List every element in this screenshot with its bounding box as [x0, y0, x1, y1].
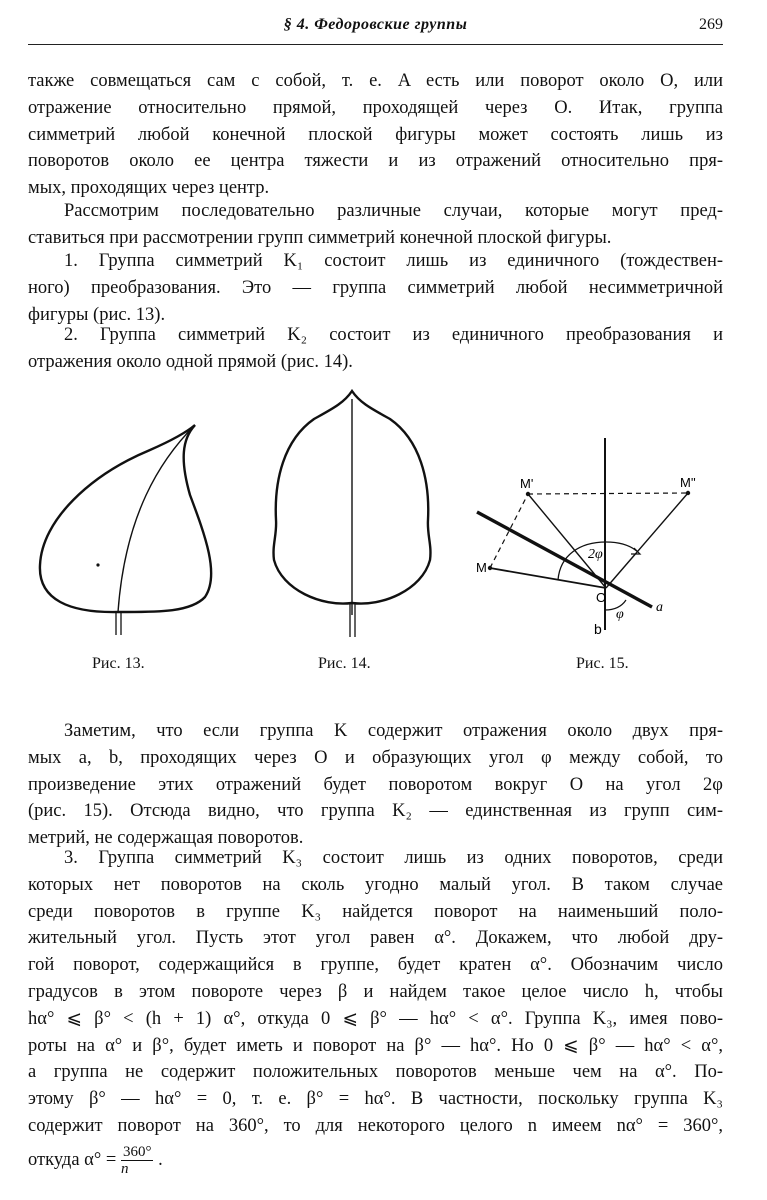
fraction-denominator: n — [120, 1160, 129, 1177]
segment-OM1 — [528, 494, 606, 588]
formula-suffix: . — [158, 1149, 163, 1170]
figure-13-asymmetric-leaf — [30, 415, 220, 640]
formula-line — [28, 1144, 723, 1177]
figure-15-reflections-diagram — [470, 430, 710, 640]
figure-15-caption: Рис. 15. — [576, 655, 629, 672]
text-line: жительный угол. Пусть этот угол равен α°. Докажем, что любой дру- — [28, 928, 723, 949]
text-line: роты на α° и β°, будет иметь и поворот на β° — hα°. Но 0 ⩽ β° — hα° < α°, — [28, 1035, 723, 1056]
header-rule — [28, 44, 723, 45]
running-header — [28, 16, 723, 38]
text-line: ставиться при рассмотрении групп симметрий конечной плоской фигуры. — [28, 227, 612, 248]
segment-OM2 — [606, 493, 688, 588]
paragraph-6 — [28, 845, 723, 1177]
text-line: симметрий любой конечной плоской фигуры может состоять лишь из — [28, 124, 723, 145]
formula-prefix: откуда α° = — [28, 1149, 117, 1170]
label-O: O — [596, 590, 607, 605]
text-line: которых нет поворотов на сколь угодно малый угол. В таком случае — [28, 874, 723, 895]
point-M1 — [526, 492, 530, 496]
label-M2: M'' — [680, 475, 696, 490]
page-number: 269 — [699, 16, 723, 33]
text-line: метрий, не содержащая поворотов. — [28, 828, 304, 849]
text-line: градусов в этом повороте через β и найдем такое целое число h, чтобы — [28, 981, 723, 1002]
text-line: Заметим, что если группа K содержит отражения около двух пря- — [64, 721, 723, 741]
text-line: содержит поворот на 360°, то для некоторого целого n имеем nα° = 360°, — [28, 1115, 723, 1136]
text-line: а группа не содержит положительных поворотов меньше чем на α°. По- — [28, 1062, 723, 1083]
text-line: отражение относительно прямой, проходящей через O. Итак, группа — [28, 97, 723, 118]
text-line: также совмещаться сам с собой, т. е. A есть или поворот около O, или — [28, 71, 723, 91]
label-2phi: 2φ — [588, 547, 603, 562]
paragraph-3 — [28, 248, 723, 328]
text-line: 1. Группа симметрий K₁ состоит лишь из единичного (тождествен- — [64, 251, 723, 271]
text-line: среди поворотов в группе K₃ найдется поворот на наименьший поло- — [28, 901, 723, 922]
text-line: фигуры (рис. 13). — [28, 304, 166, 325]
paragraph-4 — [28, 322, 723, 376]
label-a: a — [656, 600, 663, 615]
figure-13-caption: Рис. 13. — [92, 655, 145, 672]
text-line: поворотов около ее центра тяжести и из отражений относительно пря- — [28, 151, 723, 172]
text-line: мых a, b, проходящих через O и образующих угол φ между собой, то — [28, 747, 723, 768]
point-M2 — [686, 491, 690, 495]
text-line: мых, проходящих через центр. — [28, 178, 270, 199]
point-M — [488, 566, 492, 570]
fraction-numerator: 360° — [122, 1143, 152, 1160]
text-line: 2. Группа симметрий K₂ состоит из единичного преобразования и — [64, 325, 723, 345]
figure-14-caption: Рис. 14. — [318, 655, 371, 672]
paragraph-2 — [28, 198, 723, 252]
header-title: § 4. Федоровские группы — [283, 16, 468, 33]
fraction — [121, 1144, 154, 1177]
text-line: ного) преобразования. Это — группа симметрий любой несимметричной — [28, 277, 723, 298]
dashed-M1M2 — [528, 493, 688, 494]
label-M: M — [476, 560, 487, 575]
point-dot — [96, 563, 99, 566]
paragraph-1 — [28, 68, 723, 202]
label-M1: M' — [520, 476, 534, 491]
label-phi: φ — [616, 607, 624, 622]
text-line: произведение этих отражений будет поворотом вокруг O на угол 2φ — [28, 774, 723, 795]
figure-14-symmetric-leaf — [262, 385, 442, 640]
text-line: 3. Группа симметрий K₃ состоит лишь из одних поворотов, среди — [64, 848, 723, 868]
text-line: (рис. 15). Отсюда видно, что группа K₂ — единственная из групп сим- — [28, 801, 723, 822]
text-line: hα° ⩽ β° < (h + 1) α°, откуда 0 ⩽ β° — hα° < α°. Группа K₃, имея пово- — [28, 1008, 723, 1029]
text-line: этому β° — hα° = 0, т. е. β° = hα°. В частности, поскольку группа K₃ — [28, 1089, 723, 1110]
label-b: b — [594, 621, 602, 637]
text-line: гой поворот, содержащийся в группе, будет кратен α°. Обозначим число — [28, 955, 723, 976]
text-line: Рассмотрим последовательно различные случаи, которые могут пред- — [64, 201, 723, 221]
leaf-outline — [40, 425, 211, 612]
paragraph-5 — [28, 718, 723, 852]
text-line: отражения около одной прямой (рис. 14). — [28, 351, 353, 372]
